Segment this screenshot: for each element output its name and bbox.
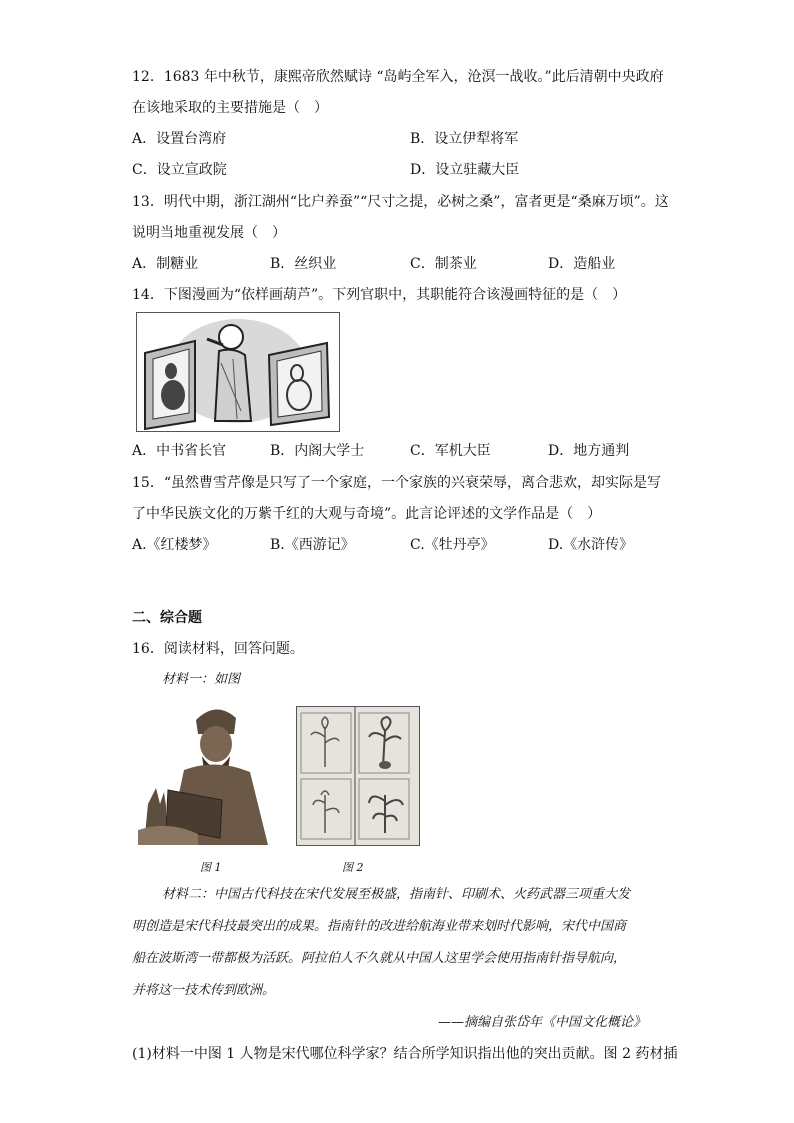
material2-line3: 船在波斯湾一带都极为活跃。阿拉伯人不久就从中国人这里学会使用指南针指导航向， <box>132 951 627 966</box>
q15-option-c: C.《牡丹亭》 <box>410 537 495 553</box>
q15-stem-line2: 了中华民族文化的万紫千红的大观与奇境”。此言论评述的文学作品是（ ） <box>132 506 602 522</box>
cartoon-image <box>136 312 340 432</box>
q15-option-d: D.《水浒传》 <box>548 537 634 553</box>
q12-option-d: D．设立驻藏大臣 <box>410 162 520 178</box>
q13-option-b: B．丝织业 <box>270 256 337 272</box>
q16-stem: 16．阅读材料，回答问题。 <box>132 641 304 657</box>
herbal-book-drawing <box>297 707 419 845</box>
q14-option-c: C．军机大臣 <box>410 443 491 459</box>
q12-option-b: B．设立伊犁将军 <box>410 131 519 147</box>
cartoon-drawing <box>137 313 339 431</box>
figure-1-image <box>138 700 280 845</box>
figure-2-image <box>296 706 420 846</box>
q14-option-b: B．内阁大学士 <box>270 443 365 459</box>
q12-stem-line1: 12．1683 年中秋节，康熙帝欣然赋诗 “岛屿全军入，沧溟一战收。”此后清朝中央政府 <box>132 69 664 85</box>
q12-option-c: C．设立宣政院 <box>132 162 227 178</box>
q13-stem-line2: 说明当地重视发展（ ） <box>132 225 286 241</box>
figure-2-caption: 图 2 <box>342 861 364 874</box>
material2-line1: 材料二：中国古代科技在宋代发展至极盛，指南针、印刷术、火药武器三项重大发 <box>162 887 631 902</box>
q14-option-a: A．中书省长官 <box>132 443 227 459</box>
section-title: 二、综合题 <box>132 610 202 626</box>
q15-stem-line1: 15．“虽然曹雪芹像是只写了一个家庭，一个家族的兴衰荣辱，离合悲欢，却实际是写 <box>132 475 661 491</box>
q13-option-c: C．制茶业 <box>410 256 477 272</box>
q14-stem: 14．下图漫画为“依样画葫芦”。下列官职中，其职能符合该漫画特征的是（ ） <box>132 287 627 303</box>
material2-source: ——摘编自张岱年《中国文化概论》 <box>438 1015 647 1030</box>
q12-option-a: A．设置台湾府 <box>132 131 227 147</box>
q14-option-d: D．地方通判 <box>548 443 630 459</box>
material2-line2: 明创造是宋代科技最突出的成果。指南针的改进给航海业带来划时代影响，宋代中国商 <box>132 919 627 934</box>
figure-1-caption: 图 1 <box>200 861 222 874</box>
q16-subquestion-1: (1)材料一中图 1 人物是宋代哪位科学家？结合所学知识指出他的突出贡献。图 2 药材插 <box>132 1046 678 1062</box>
q13-stem-line1: 13．明代中期，浙江湖州“比户养蚕”“尺寸之提，必树之桑”，富者更是“桑麻万顷”。这 <box>132 194 669 210</box>
q13-option-a: A．制糖业 <box>132 256 199 272</box>
material2-line4: 并将这一技术传到欧洲。 <box>132 983 276 998</box>
material1-label: 材料一：如图 <box>162 672 241 687</box>
q13-option-d: D．造船业 <box>548 256 616 272</box>
q15-option-a: A.《红楼梦》 <box>132 537 217 553</box>
q12-stem-line2: 在该地采取的主要措施是（ ） <box>132 100 328 116</box>
q15-option-b: B.《西游记》 <box>270 537 355 553</box>
scientist-statue-drawing <box>138 700 280 845</box>
